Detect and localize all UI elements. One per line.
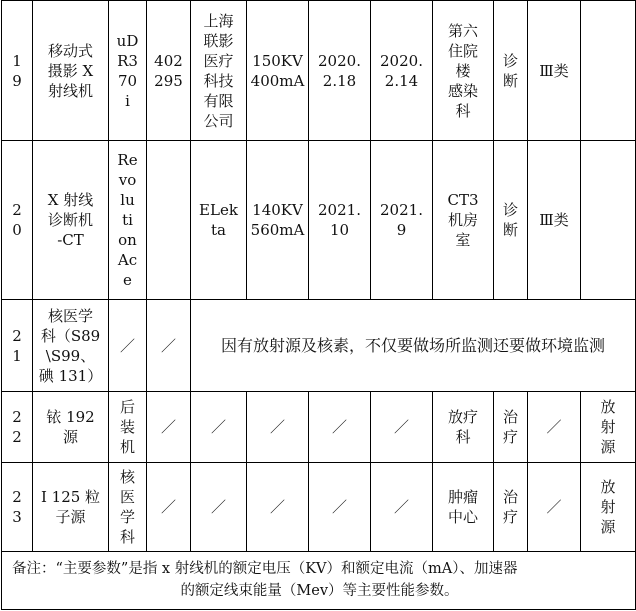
manufacturer-cell: ／ <box>191 392 247 463</box>
merged-note-cell: 因有放射源及核素，不仅要做场所监测还要做环境监测 <box>191 300 636 392</box>
equipment-name-cell: 移动式 摄影 X 射线机 <box>33 1 109 141</box>
equipment-table <box>1 0 636 610</box>
model-cell: uD R3 70 i <box>109 1 147 141</box>
class-cell: ／ <box>528 463 581 552</box>
footnote-line-2: 的额定线束能量（Mev）等主要性能参数。 <box>180 583 459 599</box>
manufacturer-cell: 上海 联影 医疗 科技 有限 公司 <box>191 1 247 141</box>
parameters-cell: 150KV 400mA <box>247 1 309 141</box>
use-cell: 治 疗 <box>494 392 528 463</box>
footnote-cell <box>2 552 636 610</box>
date-cell: 2020. 2.18 <box>309 1 371 141</box>
row-number-cell: 2 1 <box>2 300 33 392</box>
use-cell: 治 疗 <box>494 463 528 552</box>
model-cell: Re vo lu ti on Ac e <box>109 141 147 300</box>
class-cell: ／ <box>528 392 581 463</box>
row-number-cell: 2 0 <box>2 141 33 300</box>
class-cell: Ⅲ类 <box>528 141 581 300</box>
manufacturer-cell: ELek ta <box>191 141 247 300</box>
row-number-cell: 2 2 <box>2 392 33 463</box>
serial-cell: ／ <box>147 392 191 463</box>
table-row <box>2 463 636 552</box>
date-cell: 2021. 9 <box>371 141 433 300</box>
footnote-line-1: 备注：“主要参数”是指 x 射线机的额定电压（KV）和额定电流（mA）、加速器 <box>12 561 518 577</box>
source-cell: 放 射 源 <box>581 392 636 463</box>
date-cell: ／ <box>309 463 371 552</box>
serial-cell: ／ <box>147 463 191 552</box>
manufacturer-cell: ／ <box>191 463 247 552</box>
table-row <box>2 141 636 300</box>
use-cell: 诊 断 <box>494 1 528 141</box>
model-cell: 后 装 机 <box>109 392 147 463</box>
use-cell: 诊 断 <box>494 141 528 300</box>
parameters-cell: 140KV 560mA <box>247 141 309 300</box>
serial-cell: ／ <box>147 300 191 392</box>
equipment-name-cell: X 射线 诊断机 -CT <box>33 141 109 300</box>
row-number-cell: 1 9 <box>2 1 33 141</box>
source-cell: 放 射 源 <box>581 463 636 552</box>
equipment-name-cell: 核医学 科（S89 \S99、 碘 131） <box>33 300 109 392</box>
date-cell: 2020. 2.14 <box>371 1 433 141</box>
serial-cell: 402 295 <box>147 1 191 141</box>
parameters-cell: ／ <box>247 463 309 552</box>
table-row <box>2 300 636 392</box>
equipment-name-cell: I 125 粒 子源 <box>33 463 109 552</box>
date-cell: ／ <box>371 392 433 463</box>
model-cell: 核 医 学 科 <box>109 463 147 552</box>
date-cell: ／ <box>309 392 371 463</box>
class-cell: Ⅲ类 <box>528 1 581 141</box>
model-cell: ／ <box>109 300 147 392</box>
location-cell: 第六 住院 楼 感染 科 <box>433 1 494 141</box>
table-row <box>2 392 636 463</box>
table-row <box>2 1 636 141</box>
row-number-cell: 2 3 <box>2 463 33 552</box>
date-cell: 2021. 10 <box>309 141 371 300</box>
location-cell: 放疗 科 <box>433 392 494 463</box>
source-cell <box>581 141 636 300</box>
date-cell: ／ <box>371 463 433 552</box>
serial-cell <box>147 141 191 300</box>
table-row <box>2 552 636 610</box>
source-cell <box>581 1 636 141</box>
location-cell: CT3 机房 室 <box>433 141 494 300</box>
location-cell: 肿瘤 中心 <box>433 463 494 552</box>
equipment-name-cell: 铱 192 源 <box>33 392 109 463</box>
parameters-cell: ／ <box>247 392 309 463</box>
